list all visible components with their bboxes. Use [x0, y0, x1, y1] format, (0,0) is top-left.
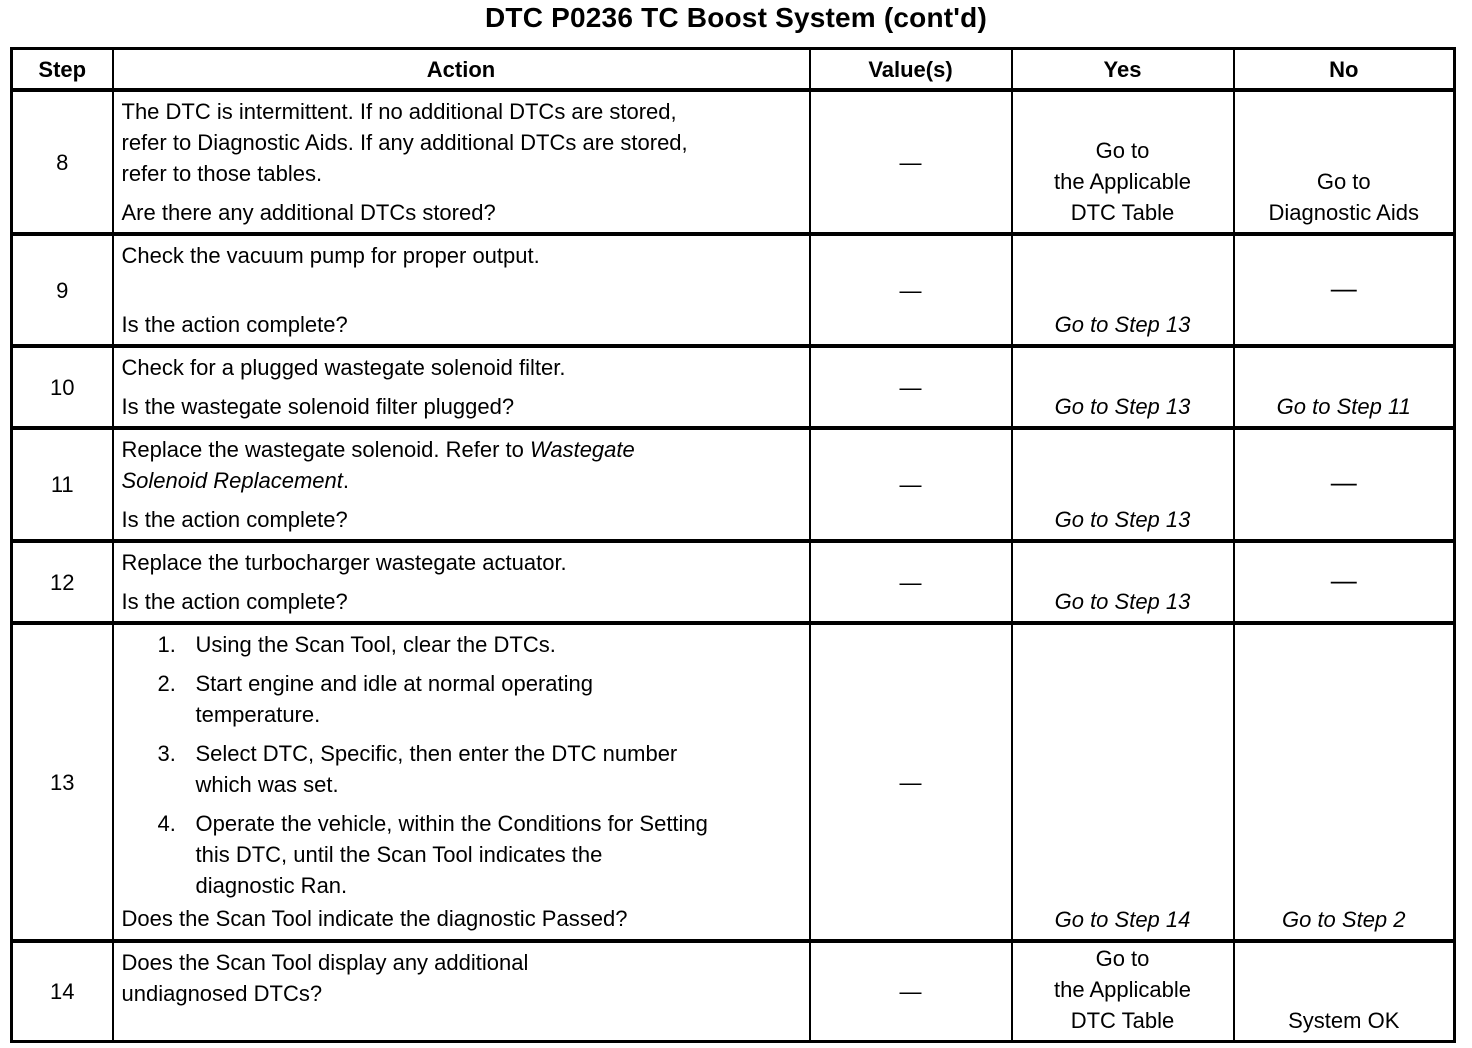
action-text — [122, 465, 801, 496]
substep-text: diagnostic Ran. — [195, 873, 348, 898]
reference-link-text: Wastegate — [529, 437, 635, 462]
diagnostic-table — [10, 47, 1456, 1043]
yes-cell: Go to Step 14 — [1012, 623, 1234, 941]
action-cell — [113, 346, 810, 428]
table-row — [12, 346, 1455, 428]
substep-text: which was set. — [195, 772, 339, 797]
yes-text: Go to — [1095, 946, 1150, 971]
table-row — [12, 90, 1455, 234]
action-cell — [113, 234, 810, 346]
action-text-suffix: . — [342, 468, 349, 493]
no-text: Diagnostic Aids — [1268, 200, 1419, 225]
table-row — [12, 623, 1455, 941]
list-item — [158, 808, 801, 901]
table-header-row — [12, 49, 1455, 91]
yes-cell: Go to Step 13 — [1012, 234, 1234, 346]
yes-cell: Go to Step 13 — [1012, 346, 1234, 428]
action-question: Does the Scan Tool indicate the diagnostic Passed? — [121, 906, 628, 931]
action-cell — [113, 541, 810, 623]
table-row — [12, 428, 1455, 541]
action-text: refer to Diagnostic Aids. If any additional DTCs are stored, — [121, 130, 688, 155]
substep-text: Start engine and idle at normal operating — [195, 671, 593, 696]
substep-list — [122, 629, 801, 901]
table-row — [12, 541, 1455, 623]
action-text: refer to those tables. — [121, 161, 323, 186]
step-number: 13 — [12, 623, 113, 941]
substep-text: Using the Scan Tool, clear the DTCs. — [195, 632, 556, 657]
substep-text: Select DTC, Specific, then enter the DTC number — [195, 741, 678, 766]
value-cell: — — [810, 941, 1012, 1042]
yes-text: DTC Table — [1070, 200, 1175, 225]
no-cell: — — [1234, 234, 1455, 346]
substep-number: 4. — [157, 811, 176, 836]
action-question: Is the action complete? — [121, 507, 348, 532]
page-title: DTC P0236 TC Boost System (cont'd) — [485, 2, 987, 33]
action-text-prefix: Replace the wastegate solenoid. Refer to — [121, 437, 530, 462]
no-cell: — — [1234, 541, 1455, 623]
no-cell: — — [1234, 428, 1455, 541]
value-cell: — — [810, 234, 1012, 346]
action-question: Is the action complete? — [121, 312, 348, 337]
no-cell: Go to Step 2 — [1234, 623, 1455, 941]
no-text: Go to — [1316, 169, 1371, 194]
substep-text: this DTC, until the Scan Tool indicates the — [195, 842, 603, 867]
no-cell — [1234, 90, 1455, 234]
action-text: The DTC is intermittent. If no additional DTCs are stored, — [121, 99, 677, 124]
yes-text: Go to — [1095, 138, 1150, 163]
action-text: Replace the turbocharger wastegate actuator. — [121, 550, 567, 575]
action-text: Check the vacuum pump for proper output. — [121, 243, 540, 268]
action-cell — [113, 428, 810, 541]
table-row — [12, 234, 1455, 346]
yes-cell — [1012, 90, 1234, 234]
step-number: 11 — [12, 428, 113, 541]
step-number: 10 — [12, 346, 113, 428]
action-question: Is the action complete? — [121, 589, 348, 614]
value-cell: — — [810, 541, 1012, 623]
header-yes: Yes — [1012, 49, 1234, 91]
no-cell: Go to Step 11 — [1234, 346, 1455, 428]
no-cell: System OK — [1234, 941, 1455, 1042]
action-text: Does the Scan Tool display any additional — [121, 950, 529, 975]
action-cell — [113, 623, 810, 941]
value-cell: — — [810, 428, 1012, 541]
step-number: 9 — [12, 234, 113, 346]
substep-number: 1. — [157, 632, 176, 657]
action-cell — [113, 941, 810, 1042]
step-number: 14 — [12, 941, 113, 1042]
value-cell: — — [810, 623, 1012, 941]
action-question: Is the wastegate solenoid filter plugged? — [121, 394, 515, 419]
yes-cell: Go to Step 13 — [1012, 428, 1234, 541]
step-number: 8 — [12, 90, 113, 234]
header-action: Action — [113, 49, 810, 91]
substep-text: Operate the vehicle, within the Conditions for Setting — [195, 811, 708, 836]
action-question: Are there any additional DTCs stored? — [121, 200, 496, 225]
yes-cell: Go to Step 13 — [1012, 541, 1234, 623]
action-text: undiagnosed DTCs? — [121, 981, 323, 1006]
value-cell: — — [810, 90, 1012, 234]
list-item — [158, 738, 801, 800]
header-no: No — [1234, 49, 1455, 91]
header-step: Step — [12, 49, 113, 91]
action-text — [122, 434, 801, 465]
substep-text: temperature. — [195, 702, 321, 727]
header-values: Value(s) — [810, 49, 1012, 91]
substep-number: 3. — [157, 741, 176, 766]
yes-text: the Applicable — [1054, 977, 1191, 1002]
value-cell: — — [810, 346, 1012, 428]
table-row — [12, 941, 1455, 1042]
action-cell — [113, 90, 810, 234]
action-text: Check for a plugged wastegate solenoid filter. — [121, 355, 566, 380]
substep-number: 2. — [157, 671, 176, 696]
yes-text: the Applicable — [1054, 169, 1191, 194]
yes-text: DTC Table — [1070, 1008, 1175, 1033]
step-number: 12 — [12, 541, 113, 623]
list-item — [158, 668, 801, 730]
list-item — [158, 629, 801, 660]
reference-link-text: Solenoid Replacement — [121, 468, 343, 493]
yes-cell — [1012, 941, 1234, 1042]
